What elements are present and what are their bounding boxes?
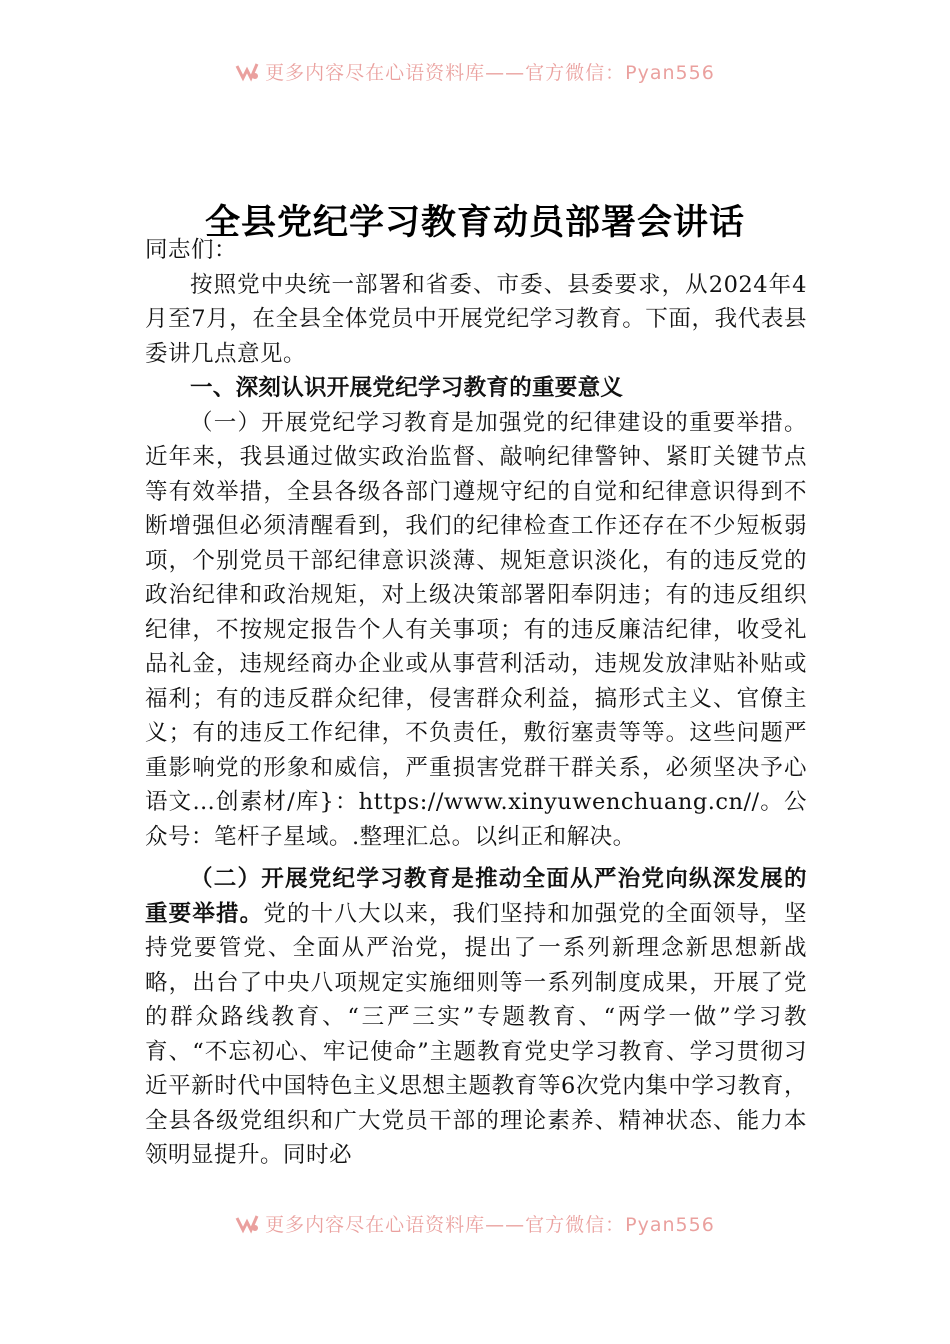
salutation: 同志们：: [145, 237, 238, 263]
watermark-text: 更多内容尽在心语资料库——官方微信：Pyan556: [265, 61, 715, 84]
paragraph-1: （一）开展党纪学习教育是加强党的纪律建设的重要举措。近年来，我县通过做实政治监督、敲响纪律警钟、紧盯关键节点等有效举措，全县各级各部门遵规守纪的自觉和纪律意识得到不断增强但必须清醒看到，我们的纪律检查工作还存在不少短板弱项，个别党员干部纪律意识淡薄、规矩意识淡化，有的违反党的政治纪律和政治规矩，对上级决策部署阳奉阴违；有的违反组织纪律，不按规定报告个人有关事项；有的违反廉洁纪律，收受礼品礼金，违规经商办企业或从事营利活动，违规发放津贴补贴或福利；有的违反群众纪律，侵害群众利益，搞形式主义、官僚主义；有的违反工作纪律，不负责任，敷衍塞责等等。这些问题严重影响党的形象和威信，严重损害党群干群关系，必须坚决予心语文…创素材/库}：https://www.xinyuwenchuang.cn//。公众号：笔杆子星域。.整理汇总。以纠正和解决。: [145, 409, 807, 850]
section-heading: 一、深刻认识开展党纪学习教育的重要意义: [190, 375, 624, 401]
document-body: [145, 233, 807, 1173]
watermark-logo-icon: [235, 1212, 261, 1234]
watermark-footer: [0, 1208, 950, 1238]
paragraph-2-lead: （二）开展党纪学习教育是推动全面从严治党向纵深发展的重要举措。: [145, 866, 807, 927]
watermark-text: 更多内容尽在心语资料库——官方微信：Pyan556: [265, 1213, 715, 1236]
paragraph-2-body: 党的十八大以来，我们坚持和加强党的全面领导，坚持党要管党、全面从严治党，提出了一系列新理念新思想新战略，出台了中央八项规定实施细则等一系列制度成果，开展了党的群众路线教育、“三严三实”专题教育、“两学一做”学习教育、“不忘初心、牢记使命”主题教育党史学习教育、学习贯彻习近平新时代中国特色主义思想主题教育等6次党内集中学习教育，全县各级党组织和广大党员干部的理论素养、精神状态、能力本领明显提升。同时必: [145, 900, 807, 1168]
watermark-header: [0, 56, 950, 86]
watermark-logo-icon: [235, 60, 261, 82]
document-title: 全县党纪学习教育动员部署会讲话: [204, 202, 745, 244]
paragraph-2: [145, 862, 807, 1173]
intro-paragraph: 按照党中央统一部署和省委、市委、县委要求，从2024年4月至7月，在全县全体党员中开展党纪学习教育。下面，我代表县委讲几点意见。: [145, 271, 807, 367]
